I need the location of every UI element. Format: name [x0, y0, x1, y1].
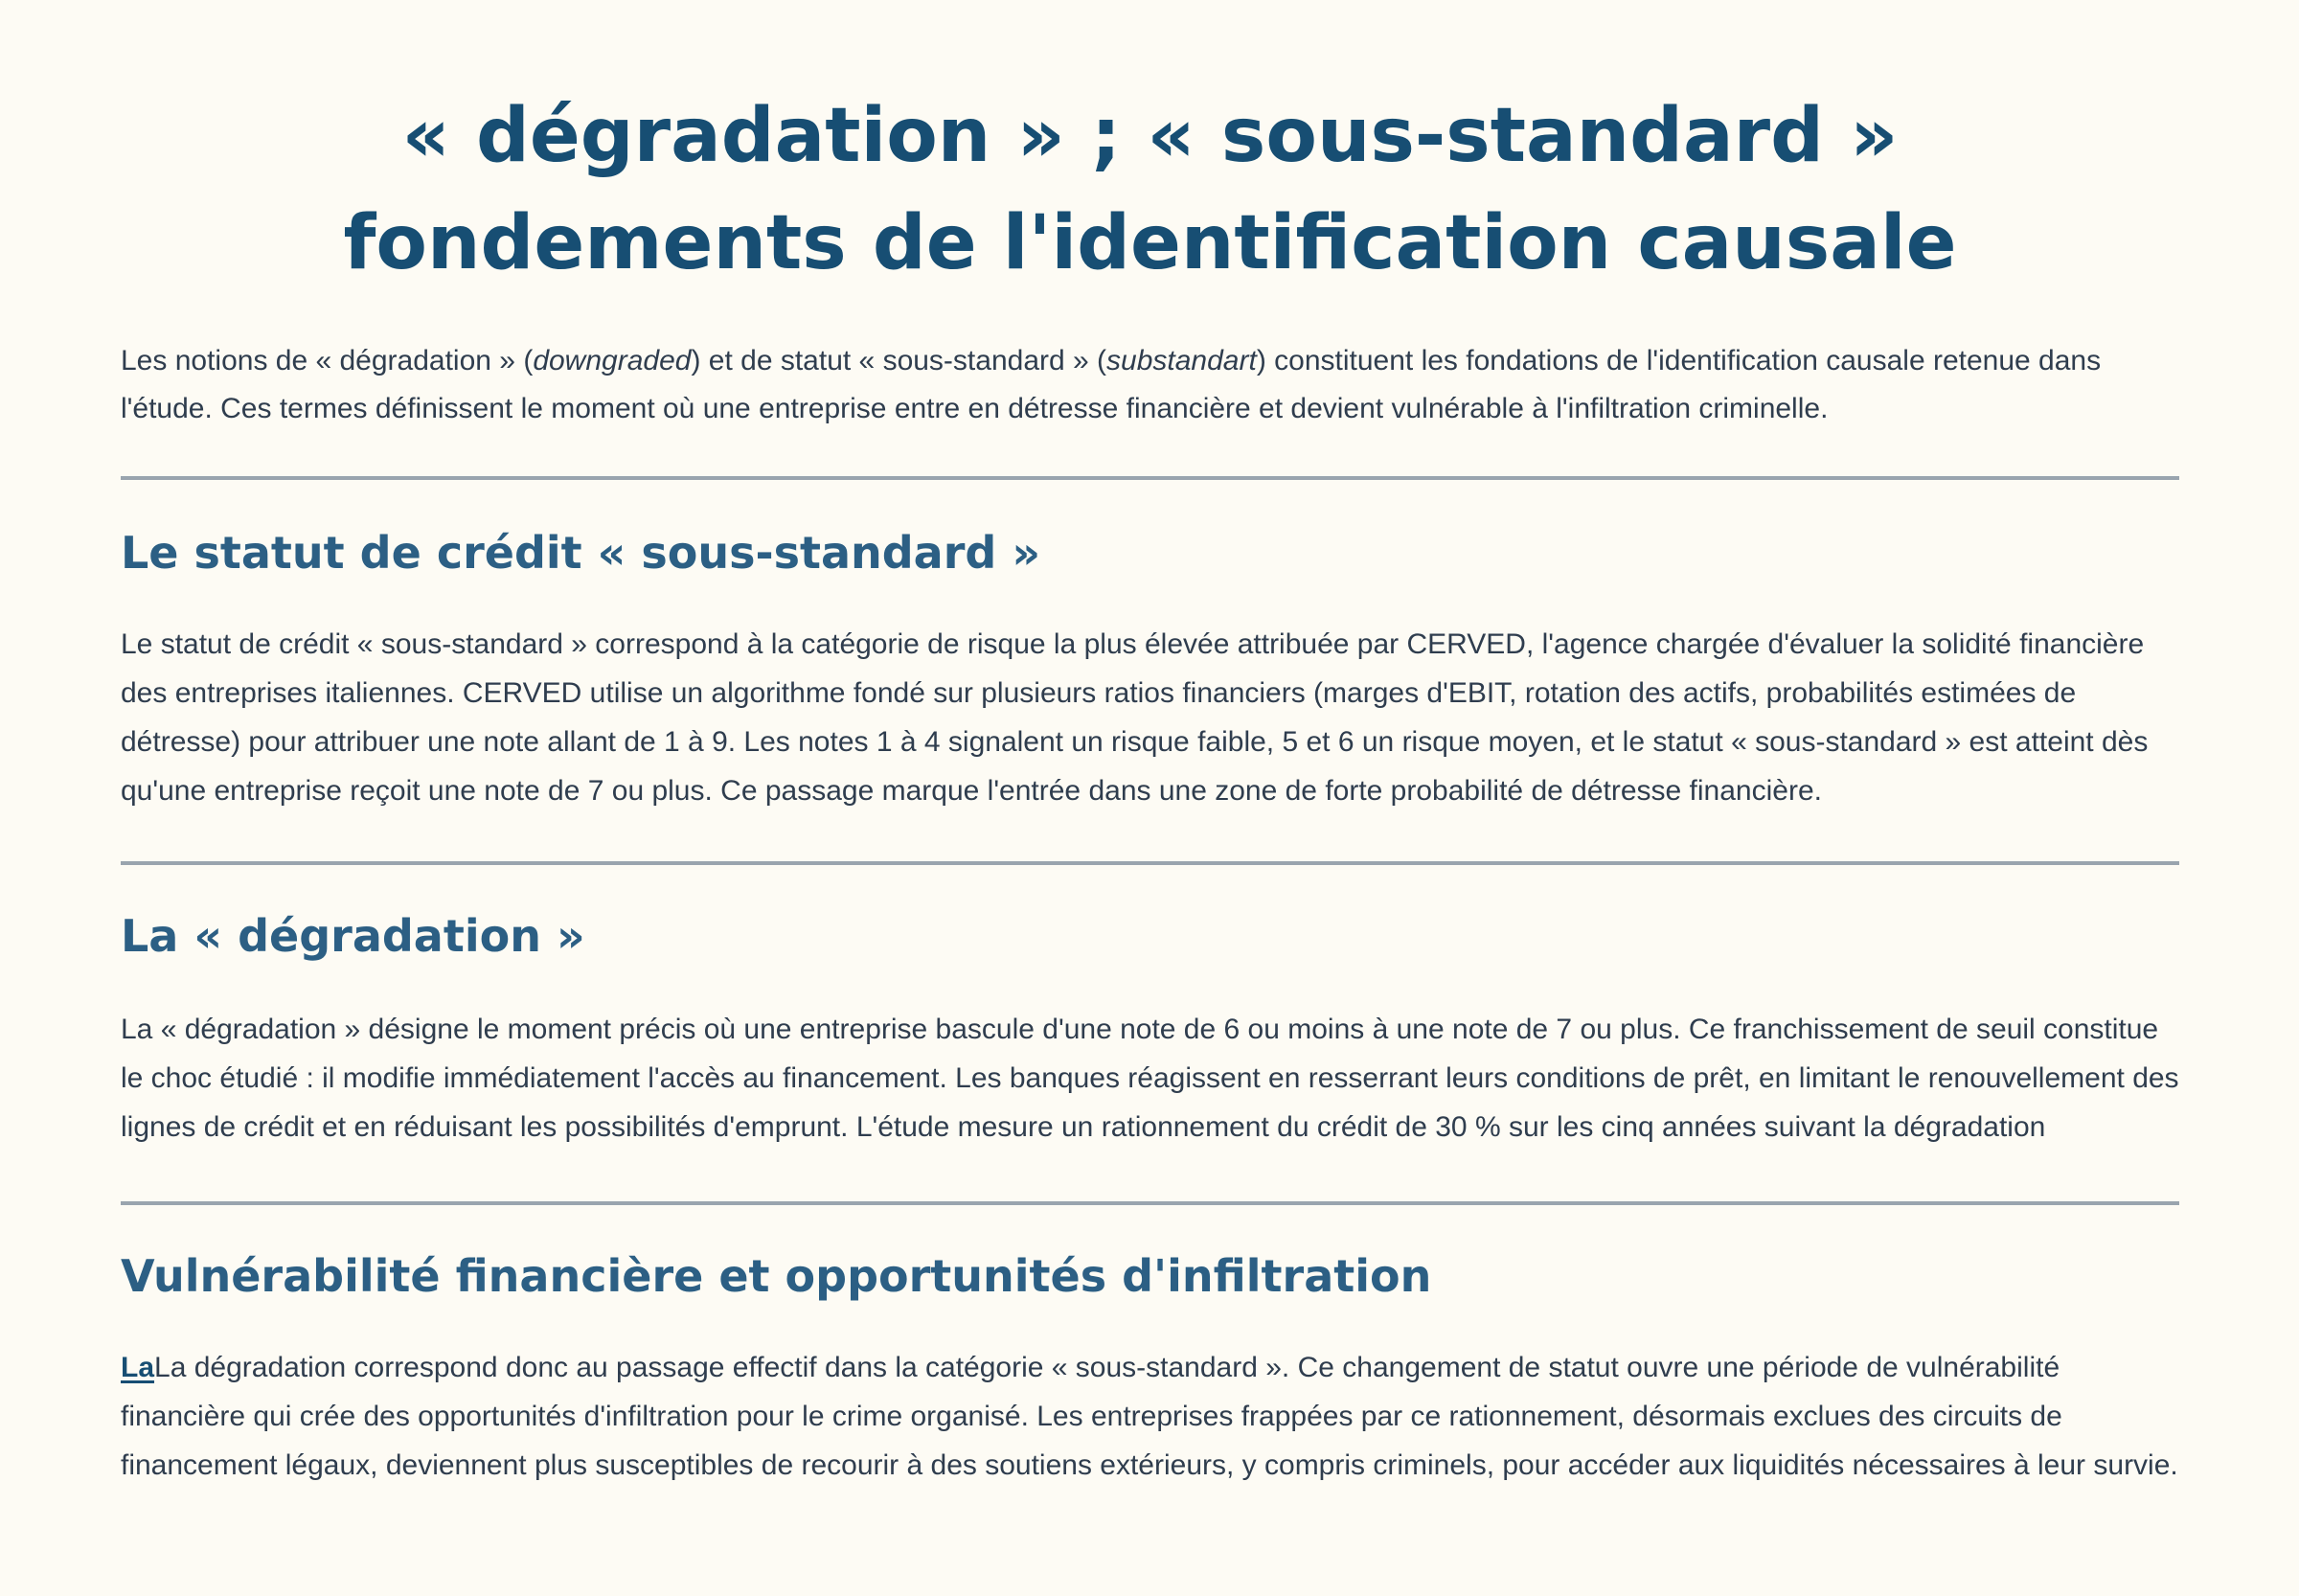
inline-link-la[interactable]: La — [121, 1352, 155, 1383]
section-text-vulnerabilite — [121, 1343, 2179, 1490]
section-divider — [121, 476, 2179, 480]
intro-text-part-1: Les notions de « dégradation » ( — [121, 345, 534, 376]
section-heading-degradation: La « dégradation » — [121, 910, 585, 962]
section-text-sous-standard: Le statut de crédit « sous-standard » correspond à la catégorie de risque la plus élevée attribuée par CERVED, l'agence chargée d'évaluer la solidité financière des entreprises italiennes. CERVED utilise un algorithme fondé sur plusieurs ratios financiers (marges d'EBIT, rotation des actifs, probabilités estimées de détresse) pour attribuer une note allant de 1 à 9. Les notes 1 à 4 signalent un risque faible, 5 et 6 un risque moyen, et le statut « sous-standard » est atteint dès qu'une entreprise reçoit une note de 7 ou plus. Ce passage marque l'entrée dans une zone de forte probabilité de détresse financière. — [121, 628, 2149, 807]
section-heading-vulnerabilite: Vulnérabilité financière et opportunités d'infiltration — [121, 1250, 1432, 1302]
intro-term-substandart: substandart — [1106, 345, 1257, 376]
intro-text-part-3: ) constituent les fondations de l'identification causale retenue dans l'étude. Ces termes définissent le moment où une entreprise entre en détresse financière et devient vulnérable à l'infiltration criminelle. — [121, 345, 2102, 424]
section-text-degradation: La « dégradation » désigne le moment précis où une entreprise bascule d'une note de 6 ou moins à une note de 7 ou plus. Ce franchissement de seuil constitue le choc étudié : il modifie immédiatement l'accès au financement. Les banques réagissent en resserrant leurs conditions de prêt, en limitant le renouvellement des lignes de crédit et en réduisant les possibilités d'emprunt. L'étude mesure un rationnement du crédit de 30 % sur les cinq années suivant la dégradation — [121, 1014, 2179, 1143]
section-text-vulnerabilite-body: La dégradation correspond donc au passage effectif dans la catégorie « sous-standard ». Ce changement de statut ouvre une période de vulnérabilité financière qui crée des opportunités d'infiltration pour le crime organisé. Les entreprises frappées par ce rationnement, désormais exclues des circuits de financement légaux, deviennent plus susceptibles de recourir à des soutiens extérieurs, y compris criminels, pour accéder aux liquidités nécessaires à leur survie. — [121, 1352, 2178, 1481]
document-page — [121, 0, 2179, 1490]
section-heading-sous-standard: Le statut de crédit « sous-standard » — [121, 527, 1041, 579]
section-divider — [121, 1201, 2179, 1205]
page-title-line-2: fondements de l'identification causale — [343, 200, 1957, 286]
page-title-line-1: « dégradation » ; « sous-standard » — [401, 93, 1899, 179]
page-title — [121, 0, 2179, 297]
section-divider — [121, 861, 2179, 865]
intro-paragraph — [121, 337, 2179, 433]
intro-term-downgraded: downgraded — [533, 345, 692, 376]
intro-text-part-2: ) et de statut « sous-standard » ( — [691, 345, 1107, 376]
